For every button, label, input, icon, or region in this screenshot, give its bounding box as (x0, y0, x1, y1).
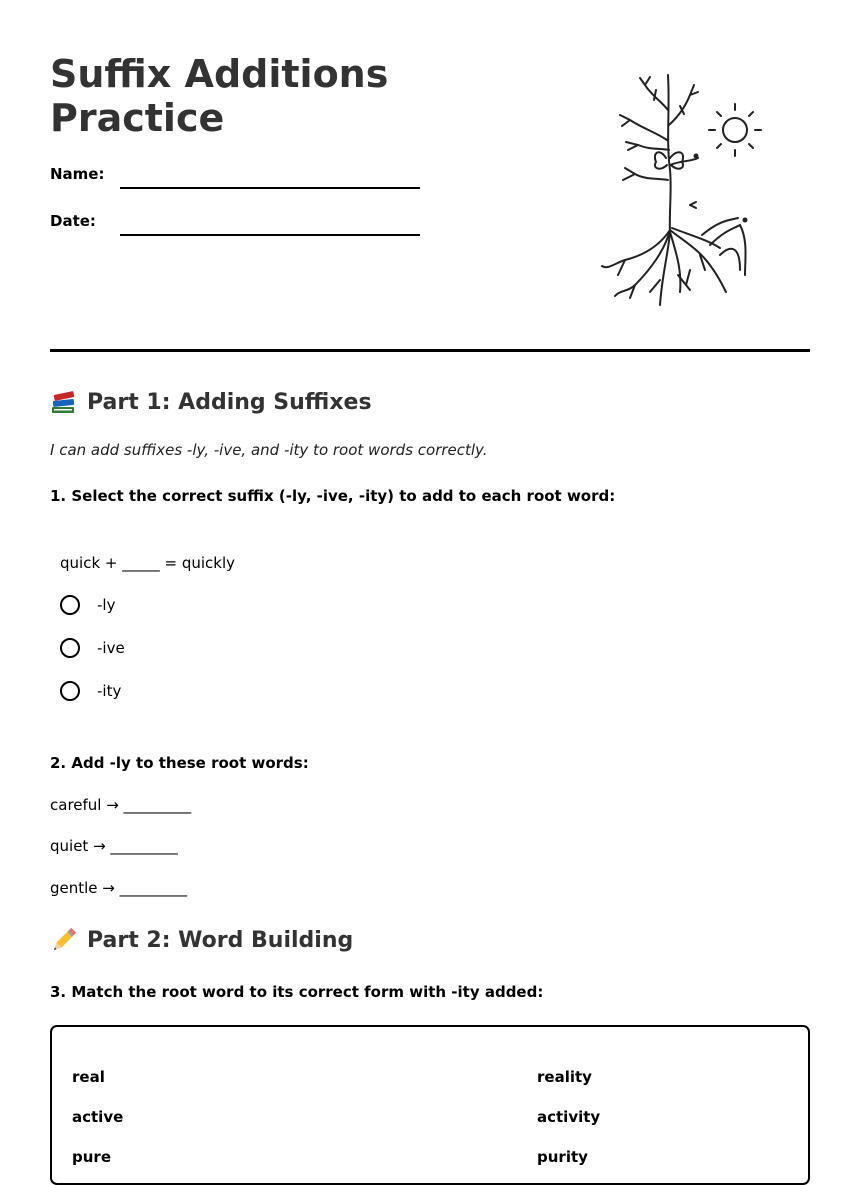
option-label: -ly (97, 596, 116, 614)
learning-objective: I can add suffixes -ly, -ive, and -ity to root words correctly. (50, 441, 488, 459)
tree-roots-sun-butterfly-icon (590, 70, 770, 315)
part1-heading (50, 389, 372, 416)
radio-button[interactable] (60, 681, 80, 701)
option-ly[interactable] (60, 595, 115, 615)
root-word-active[interactable]: active (72, 1108, 124, 1126)
pencil-icon (50, 927, 77, 954)
date-field[interactable] (120, 234, 420, 236)
root-word-real[interactable]: real (72, 1068, 105, 1086)
question-1-text: 1. Select the correct suffix (-ly, -ive, -ity) to add to each root word: (50, 487, 616, 505)
name-label: Name: (50, 165, 105, 183)
title-line-1: Suffix Additions (50, 52, 389, 96)
option-ive[interactable] (60, 638, 125, 658)
fill-in-gentle[interactable]: gentle → _________ (50, 879, 188, 897)
part1-heading-text: Part 1: Adding Suffixes (87, 390, 372, 415)
name-field[interactable] (120, 187, 420, 189)
part2-heading (50, 927, 353, 954)
question-1-equation: quick + _____ = quickly (60, 554, 236, 572)
header-divider (50, 349, 810, 352)
date-label: Date: (50, 212, 96, 230)
option-ity[interactable] (60, 681, 121, 701)
part2-heading-text: Part 2: Word Building (87, 928, 354, 953)
fill-in-careful[interactable]: careful → _________ (50, 796, 192, 814)
books-icon (50, 389, 77, 416)
ity-word-activity[interactable]: activity (537, 1108, 601, 1126)
question-2-text: 2. Add -ly to these root words: (50, 754, 309, 772)
question-3-text: 3. Match the root word to its correct form with -ity added: (50, 983, 544, 1001)
root-word-pure[interactable]: pure (72, 1148, 111, 1166)
matching-box (50, 1025, 810, 1185)
fill-in-quiet[interactable]: quiet → _________ (50, 837, 178, 855)
ity-word-reality[interactable]: reality (537, 1068, 592, 1086)
option-label: -ive (97, 639, 125, 657)
option-label: -ity (97, 682, 122, 700)
ity-word-purity[interactable]: purity (537, 1148, 588, 1166)
title-line-2: Practice (50, 96, 225, 140)
radio-button[interactable] (60, 638, 80, 658)
worksheet-title (50, 52, 470, 140)
radio-button[interactable] (60, 595, 80, 615)
